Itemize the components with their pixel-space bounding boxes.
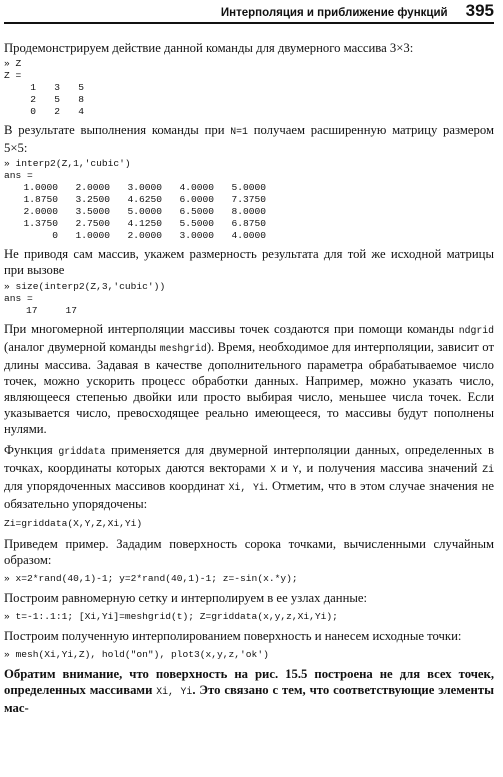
matrix-cell: 2.0000 — [75, 182, 110, 193]
code-output-label: ans = — [4, 293, 33, 304]
matrix-ans — [4, 182, 266, 242]
inline-code: Xi, Yi — [228, 482, 265, 493]
text-run: (аналог двумерной команды — [4, 340, 160, 354]
page-number: 395 — [465, 1, 494, 20]
text-run: ). Время, необходимое для интерполяции, зависит от длины массива. Задавая в качестве дополнительного параметра обрабатываемое число точек, можно ускорить процесс обработки данных. Например, можно указать число, являющееся степенью двойки или просто выбирая число, меньшее числа точек. Если указывается число, превосходящее реально имеющееся, то массивы будут пополнены нулями. — [4, 340, 494, 436]
text-run: При многомерной интерполяции массивы точек создаются при помощи команды — [4, 322, 459, 336]
text-run: применяется для двумерной интерполяции данных, определенных в точках, координаты которых даются векторами — [4, 443, 494, 475]
matrix-cell: 6.5000 — [179, 206, 214, 217]
matrix-cell: 5.0000 — [231, 182, 266, 193]
code-command: » interp2(Z,1,'cubic') — [4, 158, 131, 169]
paragraph-7: Построим равномерную сетку и интерполируем в ее узлах данные: — [4, 591, 368, 605]
matrix-cell: 8.0000 — [231, 206, 266, 217]
text-run: Функция — [4, 443, 59, 457]
table-row — [4, 206, 266, 218]
table-row — [4, 194, 266, 206]
matrix-cell: 1.3750 — [23, 218, 58, 229]
text-run: Обратим внимание, что поверхность на рис. 15.5 построена не для всех точек, определенных массивами — [4, 667, 494, 697]
code-output-label: ans = — [4, 170, 33, 181]
text-run: , и получения массива значений — [298, 461, 483, 475]
matrix-cell: 1.0000 — [75, 230, 110, 241]
code-block-size — [4, 281, 494, 317]
paragraph-5 — [4, 442, 494, 512]
inline-code: Xi, Yi — [156, 686, 193, 697]
matrix-cell: 4.0000 — [231, 230, 266, 241]
matrix-cell: 3.5000 — [75, 206, 110, 217]
inline-code: N=1 — [230, 126, 248, 137]
text-run: . Отметим, что в этом случае значения не обязательно упорядочены: — [4, 479, 495, 511]
matrix-cell: 4.6250 — [127, 194, 162, 205]
paragraph-9 — [4, 666, 494, 716]
matrix-cell: 3 — [54, 82, 60, 93]
inline-code: griddata — [58, 446, 106, 457]
matrix-cell: 7.3750 — [231, 194, 266, 205]
output-value: 17 — [26, 305, 38, 316]
matrix-cell: 4.1250 — [127, 218, 162, 229]
output-value: 17 — [65, 305, 78, 316]
inline-code: X — [270, 464, 277, 475]
matrix-cell: 2.0000 — [127, 230, 162, 241]
matrix-cell: 0 — [52, 230, 58, 241]
paragraph-6: Приведем пример. Зададим поверхность сорока точками, вычисленными случайным образом: — [4, 537, 494, 567]
paragraph-4 — [4, 321, 494, 437]
table-row — [4, 218, 266, 230]
code-griddata-syntax: Zi=griddata(X,Y,Z,Xi,Yi) — [4, 518, 143, 529]
matrix-z — [4, 82, 84, 118]
paragraph-2 — [4, 122, 494, 156]
inline-code: Zi — [482, 464, 495, 475]
matrix-cell: 1.0000 — [23, 182, 58, 193]
matrix-cell: 2.7500 — [75, 218, 110, 229]
matrix-cell: 5.0000 — [127, 206, 162, 217]
header-title: Интерполяция и приближение функций — [220, 7, 448, 19]
matrix-cell: 2 — [30, 94, 36, 105]
paragraph-1: Продемонстрируем действие данной команды для двумерного массива 3×3: — [4, 41, 414, 55]
text-run: В результате выполнения команды при — [4, 123, 231, 137]
matrix-cell: 4.0000 — [179, 182, 214, 193]
code-command: » Z — [4, 58, 22, 69]
matrix-cell: 2 — [54, 106, 60, 117]
inline-code: Y — [292, 464, 299, 475]
code-output-label: Z = — [4, 70, 22, 81]
table-row — [4, 230, 266, 242]
text-run: и — [276, 461, 293, 475]
matrix-cell: 5 — [78, 82, 84, 93]
matrix-cell: 4 — [78, 106, 84, 117]
matrix-cell: 0 — [30, 106, 36, 117]
code-block-interp2 — [4, 158, 494, 242]
code-plot: » mesh(Xi,Yi,Z), hold("on"), plot3(x,y,z,'ok') — [4, 649, 269, 660]
inline-code: ndgrid — [458, 325, 494, 336]
matrix-cell: 1.8750 — [23, 194, 58, 205]
inline-code: meshgrid — [159, 343, 207, 354]
matrix-cell: 8 — [78, 94, 84, 105]
matrix-cell: 1 — [30, 82, 36, 93]
running-header — [4, 0, 494, 24]
size-output — [4, 305, 494, 317]
text-run: получаем расширенную матрицу размером 5×5: — [4, 123, 494, 155]
matrix-cell: 6.0000 — [179, 194, 214, 205]
code-random-points: » x=2*rand(40,1)-1; y=2*rand(40,1)-1; z=-sin(x.*y); — [4, 573, 298, 584]
matrix-cell: 5 — [54, 94, 60, 105]
matrix-cell: 3.2500 — [75, 194, 110, 205]
code-command: » size(interp2(Z,3,'cubic')) — [4, 281, 166, 292]
paragraph-3: Не приводя сам массив, укажем размерность результата для той же исходной матрицы при вызове — [4, 247, 494, 277]
code-block-z — [4, 58, 494, 118]
text-run: для упорядоченных массивов координат — [4, 479, 229, 493]
paragraph-8: Построим полученную интерполированием поверхность и нанесем исходные точки: — [4, 629, 462, 643]
code-meshgrid: » t=-1:.1:1; [Xi,Yi]=meshgrid(t); Z=griddata(x,y,z,Xi,Yi); — [4, 611, 338, 622]
table-row — [4, 94, 84, 106]
table-row — [4, 182, 266, 194]
text-run: . Это связано с тем, что соответствующие элементы мас- — [4, 683, 494, 715]
matrix-cell: 3.0000 — [127, 182, 162, 193]
matrix-cell: 5.5000 — [179, 218, 214, 229]
table-row — [4, 106, 84, 118]
table-row — [4, 82, 84, 94]
matrix-cell: 3.0000 — [179, 230, 214, 241]
matrix-cell: 6.8750 — [231, 218, 266, 229]
matrix-cell: 2.0000 — [23, 206, 58, 217]
